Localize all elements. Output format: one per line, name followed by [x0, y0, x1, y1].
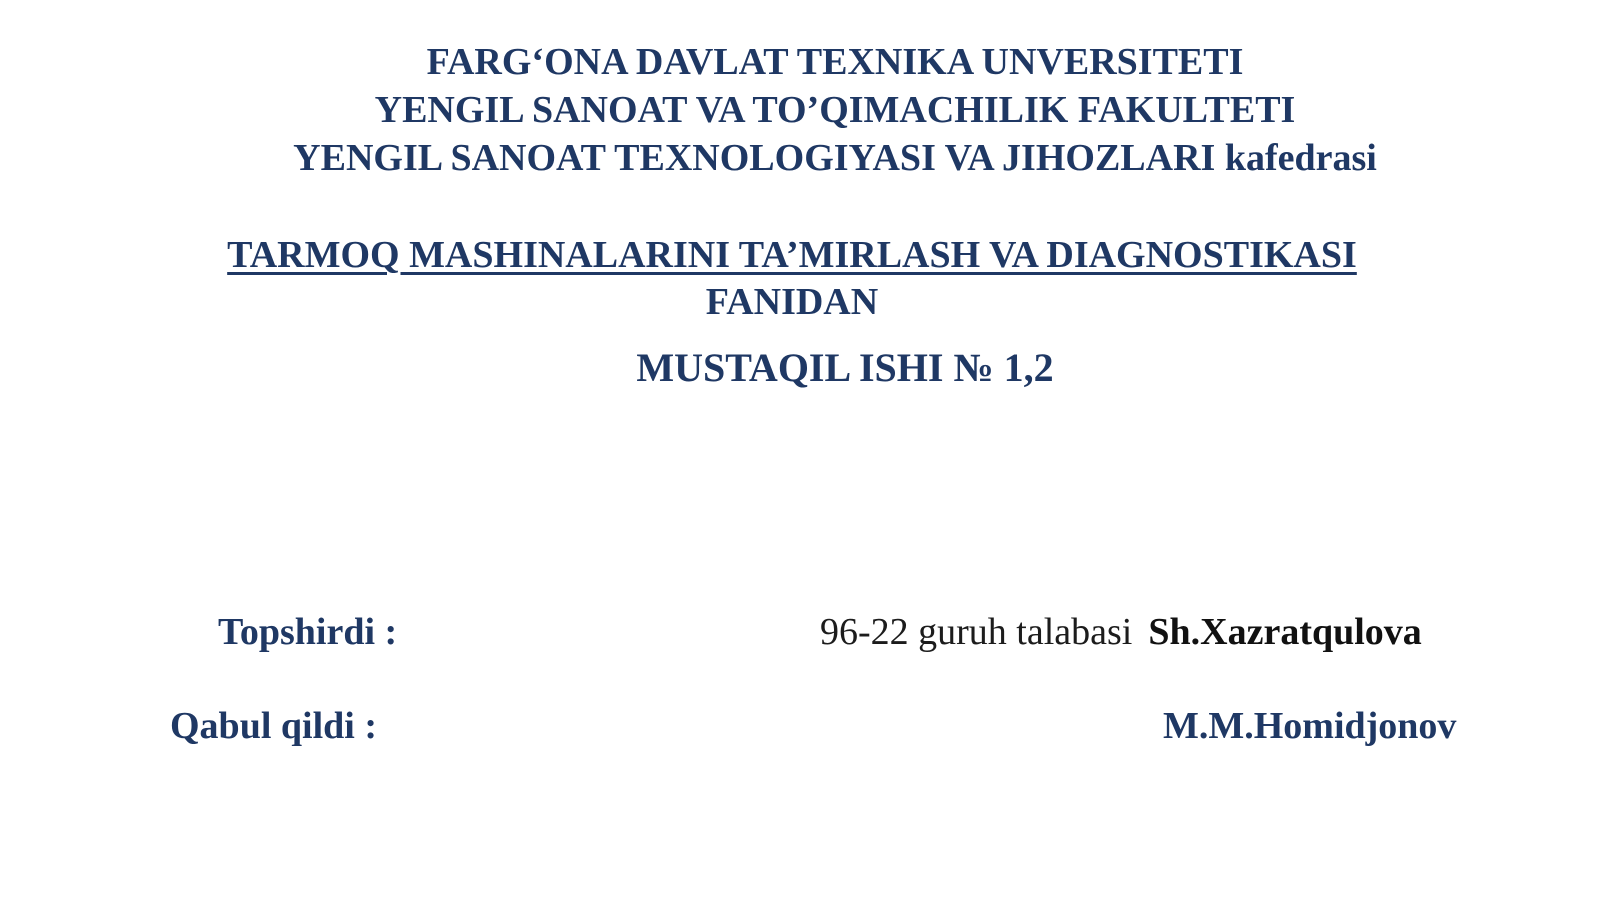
submitted-by-value: [820, 610, 1422, 654]
faculty-name: YENGIL SANOAT VA TO’QIMACHILIK FAKULTETI: [374, 89, 1296, 131]
course-title-block: [0, 232, 1584, 326]
submitted-by-label: Topshirdi :: [218, 611, 398, 653]
subject-title-text: TARMOQ MASHINALARINI TA’MIRLASH VA DIAGNOSTIKASI: [227, 234, 1357, 276]
work-number-title: MUSTAQIL ISHI № 1,2: [636, 345, 1054, 390]
department-name: YENGIL SANOAT TEXNOLOGIYASI VA JIHOZLARI kafedrasi: [293, 137, 1377, 179]
subject-title: [0, 232, 1584, 279]
university-header: [70, 38, 1600, 182]
student-group: 96-22 guruh talabasi: [820, 611, 1133, 653]
accepted-by-label: Qabul qildi :: [170, 705, 377, 747]
teacher-name: M.M.Homidjonov: [1163, 705, 1457, 747]
university-name: FARG‘ONA DAVLAT TEXNIKA UNVERSITETI: [426, 41, 1244, 83]
subject-suffix: FANIDAN: [705, 281, 879, 323]
student-name: Sh.Xazratqulova: [1148, 611, 1422, 653]
